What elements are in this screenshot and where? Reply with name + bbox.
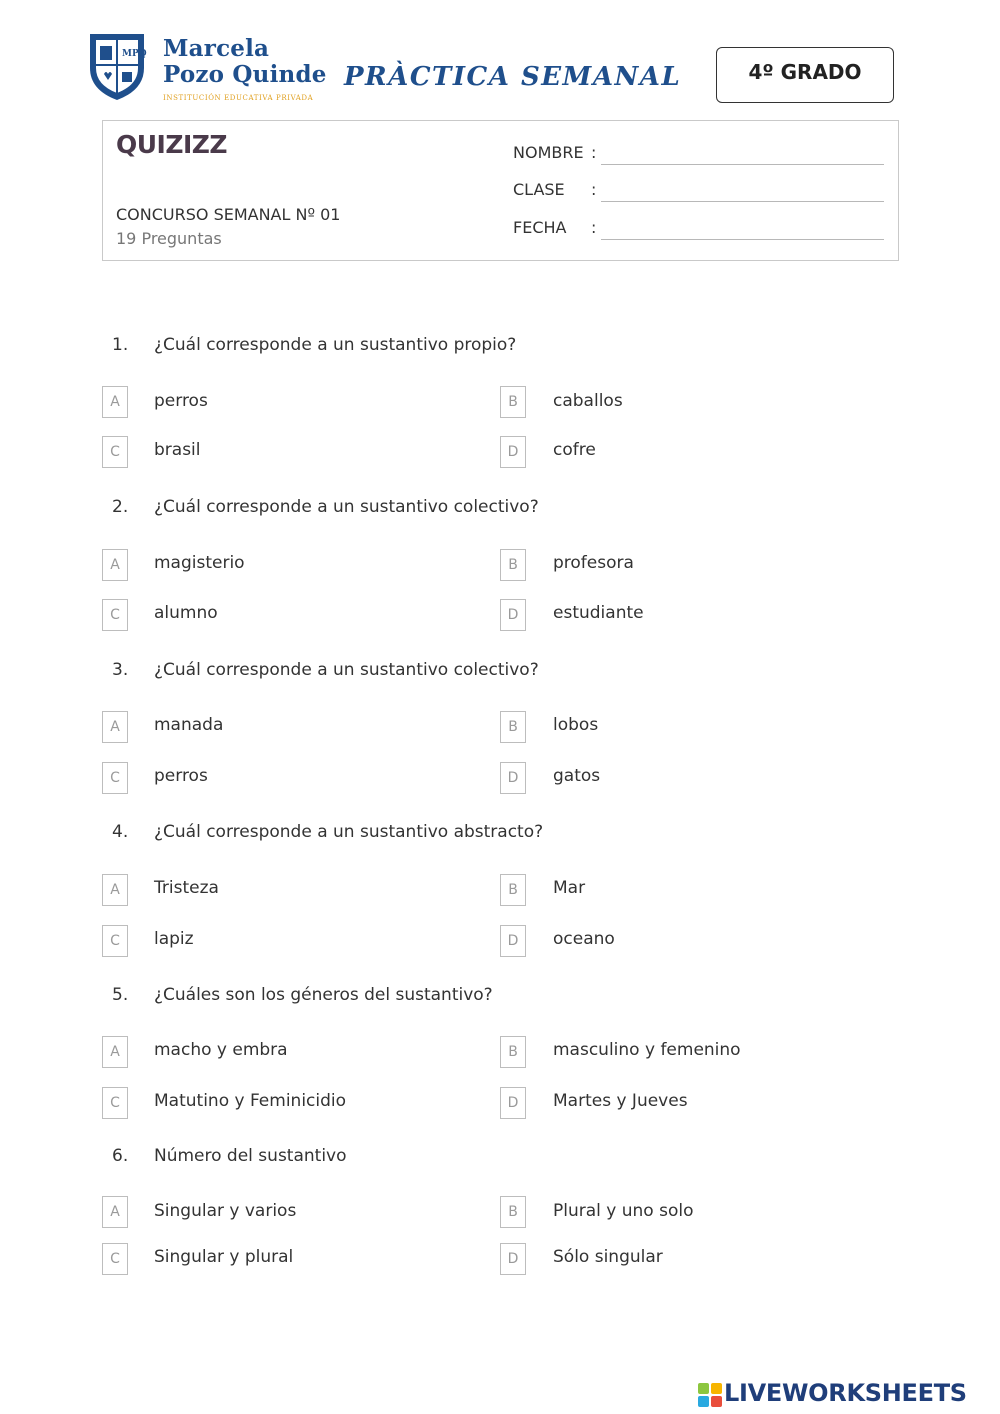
- quizizz-logo: QUIZIZZ: [116, 130, 228, 159]
- contest-title: CONCURSO SEMANAL Nº 01: [116, 205, 341, 224]
- option-box-c[interactable]: C: [102, 925, 128, 957]
- question-text: ¿Cuál corresponde a un sustantivo propio?: [154, 335, 517, 355]
- option-box-a[interactable]: A: [102, 386, 128, 418]
- option-text: oceano: [553, 929, 615, 949]
- grade-label: 4º GRADO: [748, 60, 862, 84]
- question-number: 2.: [112, 497, 129, 517]
- option-text: profesora: [553, 553, 634, 573]
- question-text: ¿Cuál corresponde a un sustantivo colectivo?: [154, 497, 539, 517]
- option-box-d[interactable]: D: [500, 436, 526, 468]
- date-input-line[interactable]: [601, 239, 884, 240]
- option-box-a[interactable]: A: [102, 1196, 128, 1228]
- school-crest-logo: [86, 28, 148, 102]
- option-box-b[interactable]: B: [500, 874, 526, 906]
- option-text: masculino y femenino: [553, 1040, 741, 1060]
- option-box-c[interactable]: C: [102, 599, 128, 631]
- option-text: macho y embra: [154, 1040, 288, 1060]
- option-box-d[interactable]: D: [500, 599, 526, 631]
- option-box-a[interactable]: A: [102, 1036, 128, 1068]
- option-text: cofre: [553, 440, 596, 460]
- option-text: Singular y varios: [154, 1201, 297, 1221]
- option-box-b[interactable]: B: [500, 1196, 526, 1228]
- option-text: Singular y plural: [154, 1247, 294, 1267]
- option-text: Mar: [553, 878, 586, 898]
- option-box-a[interactable]: A: [102, 711, 128, 743]
- option-text: lobos: [553, 715, 599, 735]
- name-field-colon: :: [591, 143, 597, 162]
- option-text: perros: [154, 391, 208, 411]
- liveworksheets-wordmark: LIVEWORKSHEETS: [724, 1379, 967, 1407]
- option-box-b[interactable]: B: [500, 711, 526, 743]
- date-field-colon: :: [591, 218, 597, 237]
- option-box-b[interactable]: B: [500, 1036, 526, 1068]
- option-box-c[interactable]: C: [102, 436, 128, 468]
- class-input-line[interactable]: [601, 201, 884, 202]
- option-text: caballos: [553, 391, 623, 411]
- question-text: ¿Cuál corresponde a un sustantivo colectivo?: [154, 660, 539, 680]
- name-field-label: NOMBRE: [513, 143, 584, 162]
- option-text: gatos: [553, 766, 601, 786]
- svg-text:MPQ: MPQ: [122, 49, 147, 59]
- option-text: alumno: [154, 603, 218, 623]
- option-text: brasil: [154, 440, 201, 460]
- option-text: magisterio: [154, 553, 245, 573]
- name-input-line[interactable]: [601, 164, 884, 165]
- option-text: Plural y uno solo: [553, 1201, 694, 1221]
- question-number: 6.: [112, 1146, 129, 1166]
- grade-box: [716, 47, 894, 103]
- option-text: Tristeza: [154, 878, 219, 898]
- question-number: 1.: [112, 335, 129, 355]
- question-number: 5.: [112, 985, 129, 1005]
- option-box-d[interactable]: D: [500, 925, 526, 957]
- option-box-d[interactable]: D: [500, 1087, 526, 1119]
- option-text: Matutino y Feminicidio: [154, 1091, 347, 1111]
- option-box-b[interactable]: B: [500, 549, 526, 581]
- question-number: 4.: [112, 822, 129, 842]
- question-text: ¿Cuáles son los géneros del sustantivo?: [154, 985, 493, 1005]
- date-field-label: FECHA: [513, 218, 567, 237]
- option-box-a[interactable]: A: [102, 549, 128, 581]
- school-name-line1: Marcela: [163, 35, 270, 62]
- worksheet-title: PRÀCTICA SEMANAL: [344, 62, 682, 92]
- option-box-c[interactable]: C: [102, 1243, 128, 1275]
- class-field-colon: :: [591, 180, 597, 199]
- school-name: [163, 36, 327, 88]
- option-box-c[interactable]: C: [102, 1087, 128, 1119]
- option-box-d[interactable]: D: [500, 1243, 526, 1275]
- option-text: perros: [154, 766, 208, 786]
- option-text: estudiante: [553, 603, 644, 623]
- school-name-line2: Pozo Quinde: [163, 61, 327, 88]
- option-box-b[interactable]: B: [500, 386, 526, 418]
- question-text: Número del sustantivo: [154, 1146, 347, 1166]
- option-text: lapiz: [154, 929, 194, 949]
- liveworksheets-badge-icon: [698, 1383, 722, 1407]
- class-field-label: CLASE: [513, 180, 565, 199]
- option-box-c[interactable]: C: [102, 762, 128, 794]
- school-tagline: INSTITUCIÓN EDUCATIVA PRIVADA: [163, 94, 314, 102]
- question-number: 3.: [112, 660, 129, 680]
- question-count: 19 Preguntas: [116, 229, 222, 248]
- question-text: ¿Cuál corresponde a un sustantivo abstracto?: [154, 822, 544, 842]
- option-text: manada: [154, 715, 224, 735]
- option-box-a[interactable]: A: [102, 874, 128, 906]
- option-text: Martes y Jueves: [553, 1091, 688, 1111]
- option-text: Sólo singular: [553, 1247, 663, 1267]
- option-box-d[interactable]: D: [500, 762, 526, 794]
